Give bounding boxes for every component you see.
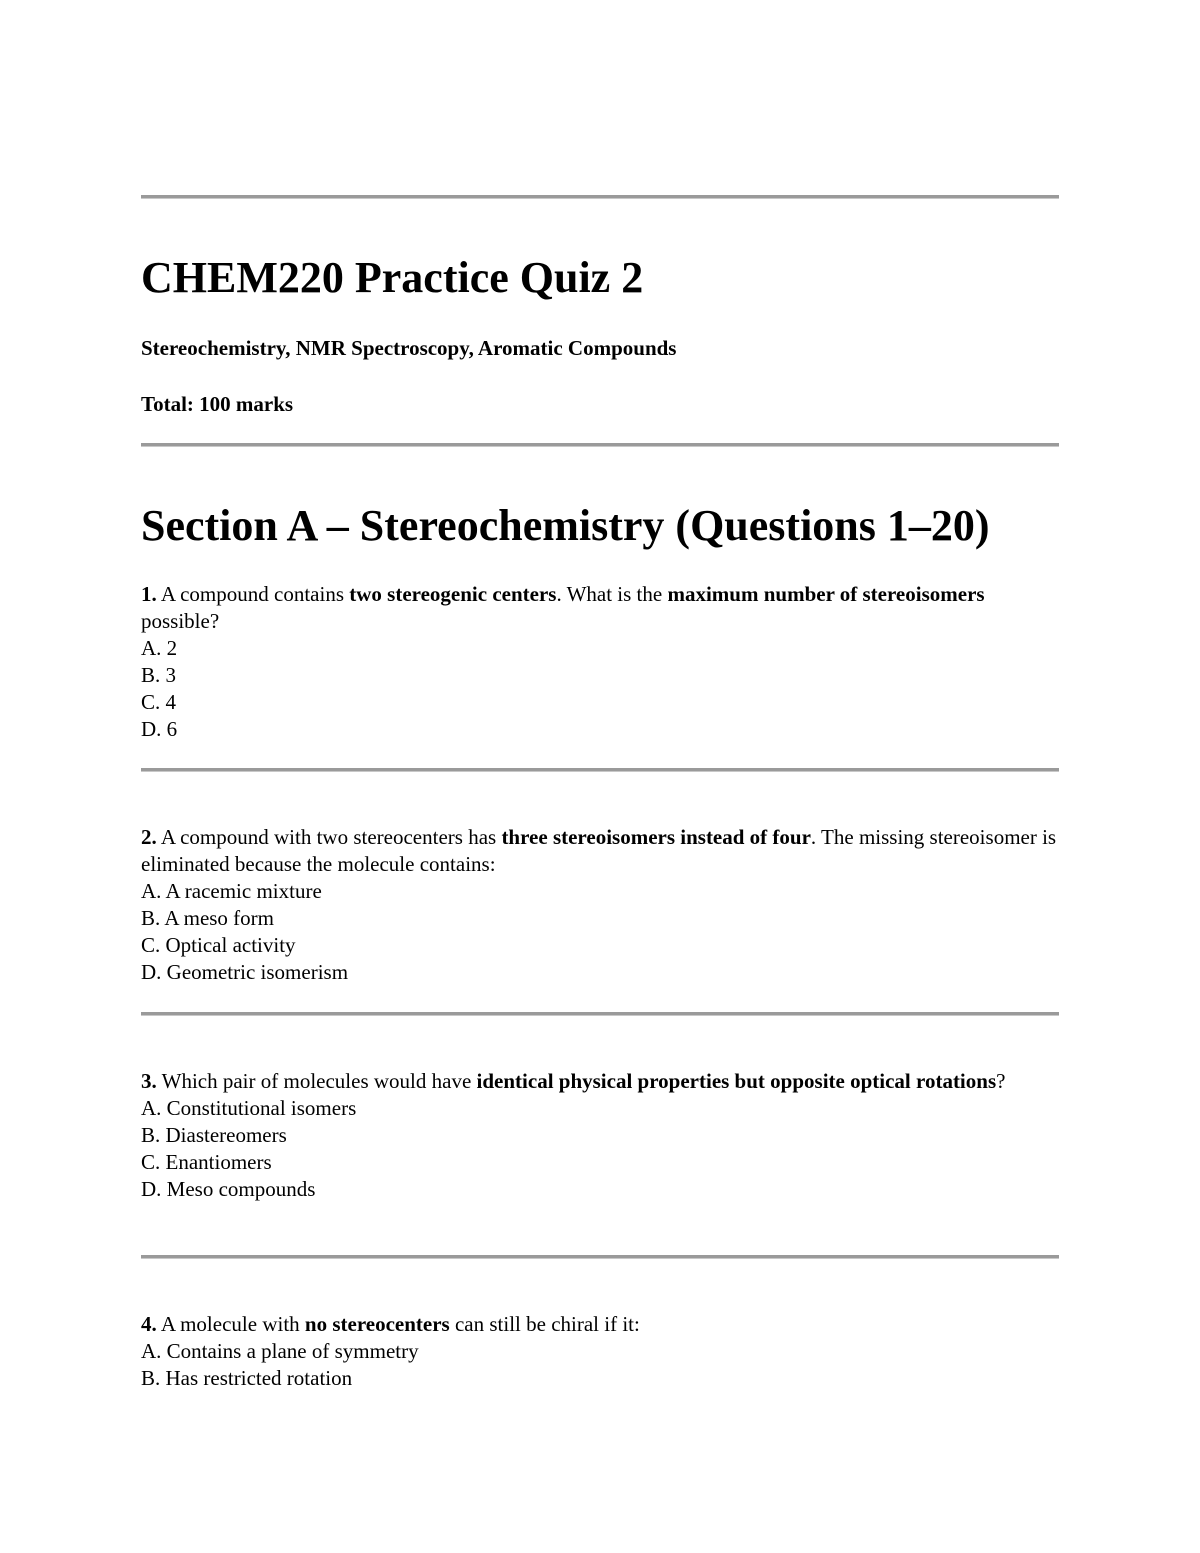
- answer-option-c: C. 4: [141, 690, 177, 714]
- stem-text: possible?: [141, 609, 220, 633]
- horizontal-rule: [141, 1012, 1059, 1016]
- stem-text: . What is the: [556, 582, 668, 606]
- answer-option-d: D. Geometric isomerism: [141, 960, 349, 984]
- horizontal-rule: [141, 768, 1059, 772]
- quiz-topics-subtitle: Stereochemistry, NMR Spectroscopy, Aromatic Compounds: [141, 336, 677, 360]
- stem-emphasis: three stereoisomers instead of four: [501, 825, 811, 849]
- question-1: [141, 581, 1059, 743]
- answer-option-a: A. A racemic mixture: [141, 879, 322, 903]
- stem-emphasis: identical physical properties but opposite optical rotations: [476, 1069, 997, 1093]
- question-stem: [141, 1068, 1059, 1095]
- horizontal-rule: [141, 443, 1059, 447]
- stem-emphasis: two stereogenic centers: [349, 582, 557, 606]
- stem-text: ?: [996, 1069, 1006, 1093]
- answer-option-b: B. Diastereomers: [141, 1123, 287, 1147]
- answer-option-a: A. Constitutional isomers: [141, 1096, 357, 1120]
- section-a-heading: Section A – Stereochemistry (Questions 1–20): [141, 501, 990, 550]
- horizontal-rule: [141, 195, 1059, 199]
- stem-text: A compound with two stereocenters has: [156, 825, 502, 849]
- answer-option-b: B. A meso form: [141, 906, 275, 930]
- question-stem: [141, 581, 1059, 635]
- answer-option-a: A. Contains a plane of symmetry: [141, 1339, 419, 1363]
- question-number: 2.: [141, 825, 157, 849]
- page-title: CHEM220 Practice Quiz 2: [141, 253, 644, 302]
- stem-text: Which pair of molecules would have: [156, 1069, 477, 1093]
- question-stem: [141, 824, 1059, 878]
- horizontal-rule: [141, 1255, 1059, 1259]
- total-marks: Total: 100 marks: [141, 392, 294, 416]
- question-number: 3.: [141, 1069, 157, 1093]
- stem-text: A molecule with: [156, 1312, 305, 1336]
- stem-text: . The missing stereoisomer is eliminated because the molecule contains:: [141, 825, 1057, 876]
- stem-text: A compound contains: [156, 582, 350, 606]
- question-3: [141, 1068, 1059, 1203]
- answer-option-c: C. Enantiomers: [141, 1150, 272, 1174]
- question-number: 4.: [141, 1312, 157, 1336]
- answer-option-c: C. Optical activity: [141, 933, 296, 957]
- answer-option-d: D. Meso compounds: [141, 1177, 316, 1201]
- stem-text: can still be chiral if it:: [449, 1312, 640, 1336]
- stem-emphasis: no stereocenters: [304, 1312, 450, 1336]
- question-2: [141, 824, 1059, 986]
- answer-option-b: B. Has restricted rotation: [141, 1366, 353, 1390]
- answer-option-b: B. 3: [141, 663, 177, 687]
- question-stem: [141, 1311, 1059, 1338]
- stem-emphasis: maximum number of stereoisomers: [667, 582, 985, 606]
- answer-option-d: D. 6: [141, 717, 178, 741]
- question-number: 1.: [141, 582, 157, 606]
- question-4: [141, 1311, 1059, 1392]
- answer-option-a: A. 2: [141, 636, 178, 660]
